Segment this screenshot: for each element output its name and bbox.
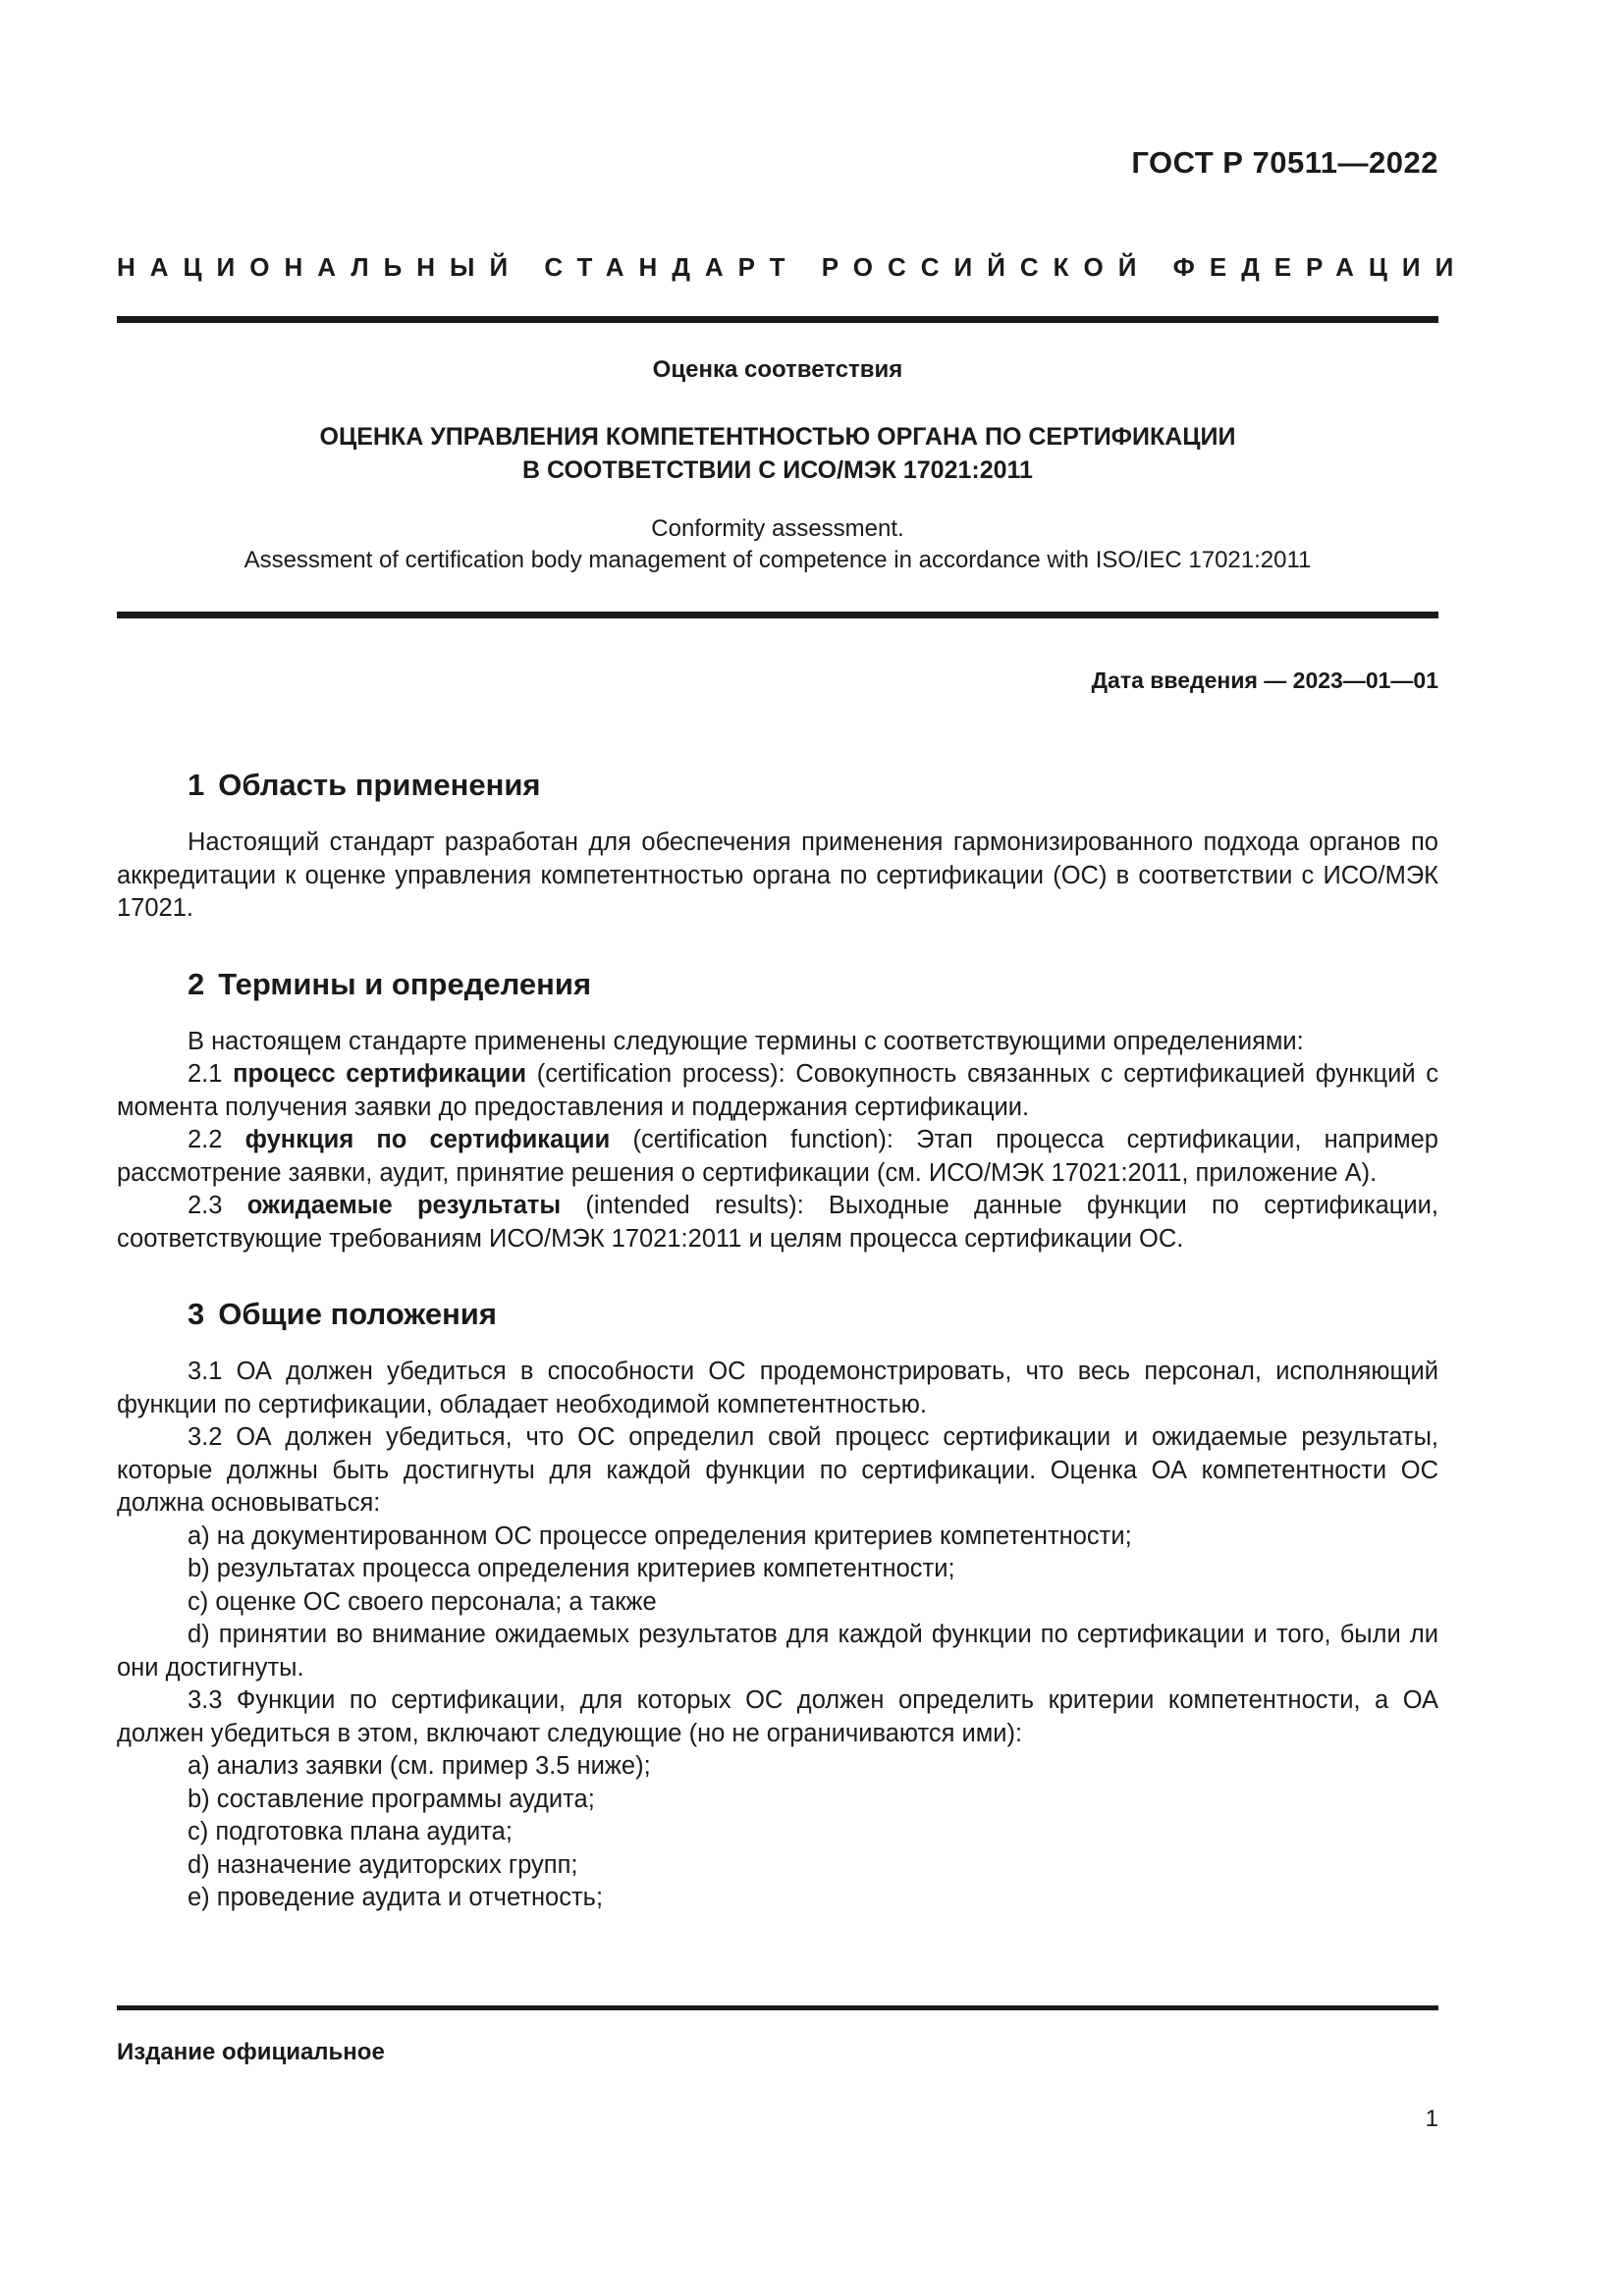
section-scope — [117, 766, 1438, 926]
list-item: c) подготовка плана аудита; — [188, 1818, 513, 1845]
term-name: процесс сертификации — [233, 1060, 527, 1088]
standard-subtitle: Оценка соответствия — [652, 356, 903, 383]
term-number: 2.2 — [188, 1126, 223, 1153]
paragraph: 3.1 ОА должен убедиться в способности ОС продемонстрировать, что весь персонал, исполняющий функции по сертификации, обладает необходимой компетентностью. — [117, 1358, 1438, 1418]
section-number: 2 — [188, 966, 205, 1001]
title-en-line-2: Assessment of certification body management of competence in accordance with ISO/IEC 17021:2011 — [244, 547, 1312, 573]
term-definition — [117, 1124, 1438, 1190]
document-page — [117, 0, 1469, 2296]
section-number: 1 — [188, 768, 205, 802]
standard-title-en — [117, 513, 1438, 576]
section-terms — [117, 965, 1438, 1256]
list-item: d) назначение аудиторских групп; — [188, 1850, 578, 1879]
top-divider — [117, 316, 1438, 323]
title-ru-line-2: В СООТВЕТСТВИИ С ИСО/МЭК 17021:2011 — [522, 456, 1033, 484]
title-ru-line-1: ОЦЕНКА УПРАВЛЕНИЯ КОМПЕТЕНТНОСТЬЮ ОРГАНА ПО СЕРТИФИКАЦИИ — [319, 423, 1236, 451]
standard-title-ru — [117, 420, 1438, 487]
term-name: функция по сертификации — [244, 1126, 611, 1153]
list-item: a) на документированном ОС процессе определения критериев компетентности; — [188, 1522, 1132, 1550]
list-item: e) проведение аудита и отчетность; — [188, 1884, 604, 1911]
term-definition — [117, 1058, 1438, 1124]
footer-divider — [117, 2005, 1438, 2010]
section-heading — [188, 766, 1438, 805]
national-standard-heading: НАЦИОНАЛЬНЫЙ СТАНДАРТ РОССИЙСКОЙ ФЕДЕРАЦИИ — [117, 252, 1469, 282]
title-en-line-1: Conformity assessment. — [651, 515, 904, 542]
list-item: b) результатах процесса определения критериев компетентности; — [188, 1555, 955, 1582]
term-number: 2.1 — [188, 1060, 223, 1088]
effective-date: Дата введения — 2023—01—01 — [1091, 667, 1438, 693]
term-definition — [117, 1190, 1438, 1255]
term-name: ожидаемые результаты — [246, 1192, 562, 1219]
page-number: 1 — [1425, 2106, 1438, 2132]
section-heading — [188, 1295, 1438, 1334]
term-text: (intended results): Выходные данные функции по сертификации, соответствующие требованиям ИСО/МЭК 17021:2011 и целям процесса сертификации ОС. — [117, 1192, 1438, 1253]
section-general — [117, 1295, 1438, 1915]
paragraph: Настоящий стандарт разработан для обеспечения применения гармонизированного подхода органов по аккредитации к оценке управления компетентностью органа по сертификации (ОС) в соответствии с ИСО/МЭК 17021. — [117, 828, 1438, 922]
section-title: Термины и определения — [218, 966, 592, 1001]
paragraph: 3.3 Функции по сертификации, для которых ОС должен определить критерии компетентности, а ОА должен убедиться в этом, включают следующие (но не ограничиваются ими): — [117, 1686, 1438, 1747]
official-edition-label: Издание официальное — [117, 2039, 385, 2065]
paragraph: В настоящем стандарте применены следующие термины с соответствующими определениями: — [188, 1027, 1304, 1055]
term-text: (certification function): Этап процесса сертификации, например рассмотрение заявки, аудит, принятие решения о сертификации (см. ИСО/МЭК 17021:2011, приложение А). — [117, 1126, 1438, 1187]
list-item: b) составление программы аудита; — [188, 1785, 595, 1813]
document-body — [117, 766, 1438, 1954]
list-item: a) анализ заявки (см. пример 3.5 ниже); — [188, 1752, 651, 1780]
paragraph: 3.2 ОА должен убедиться, что ОС определил свой процесс сертификации и ожидаемые результаты, которые должны быть достигнуты для каждой функции по сертификации. Оценка ОА компетентности ОС должна основываться: — [117, 1423, 1438, 1517]
section-title: Общие положения — [218, 1297, 497, 1331]
title-divider — [117, 612, 1438, 618]
section-number: 3 — [188, 1297, 205, 1331]
section-heading — [188, 965, 1438, 1004]
section-title: Область применения — [218, 768, 541, 802]
term-number: 2.3 — [188, 1192, 223, 1219]
list-item: d) принятии во внимание ожидаемых результатов для каждой функции по сертификации и того, были ли они достигнуты. — [117, 1621, 1438, 1682]
term-text: (certification process): Совокупность связанных с сертификацией функций с момента получения заявки до предоставления и поддержания сертификации. — [117, 1060, 1439, 1121]
document-code: ГОСТ Р 70511—2022 — [1131, 145, 1438, 180]
list-item: c) оценке ОС своего персонала; а также — [188, 1587, 657, 1616]
